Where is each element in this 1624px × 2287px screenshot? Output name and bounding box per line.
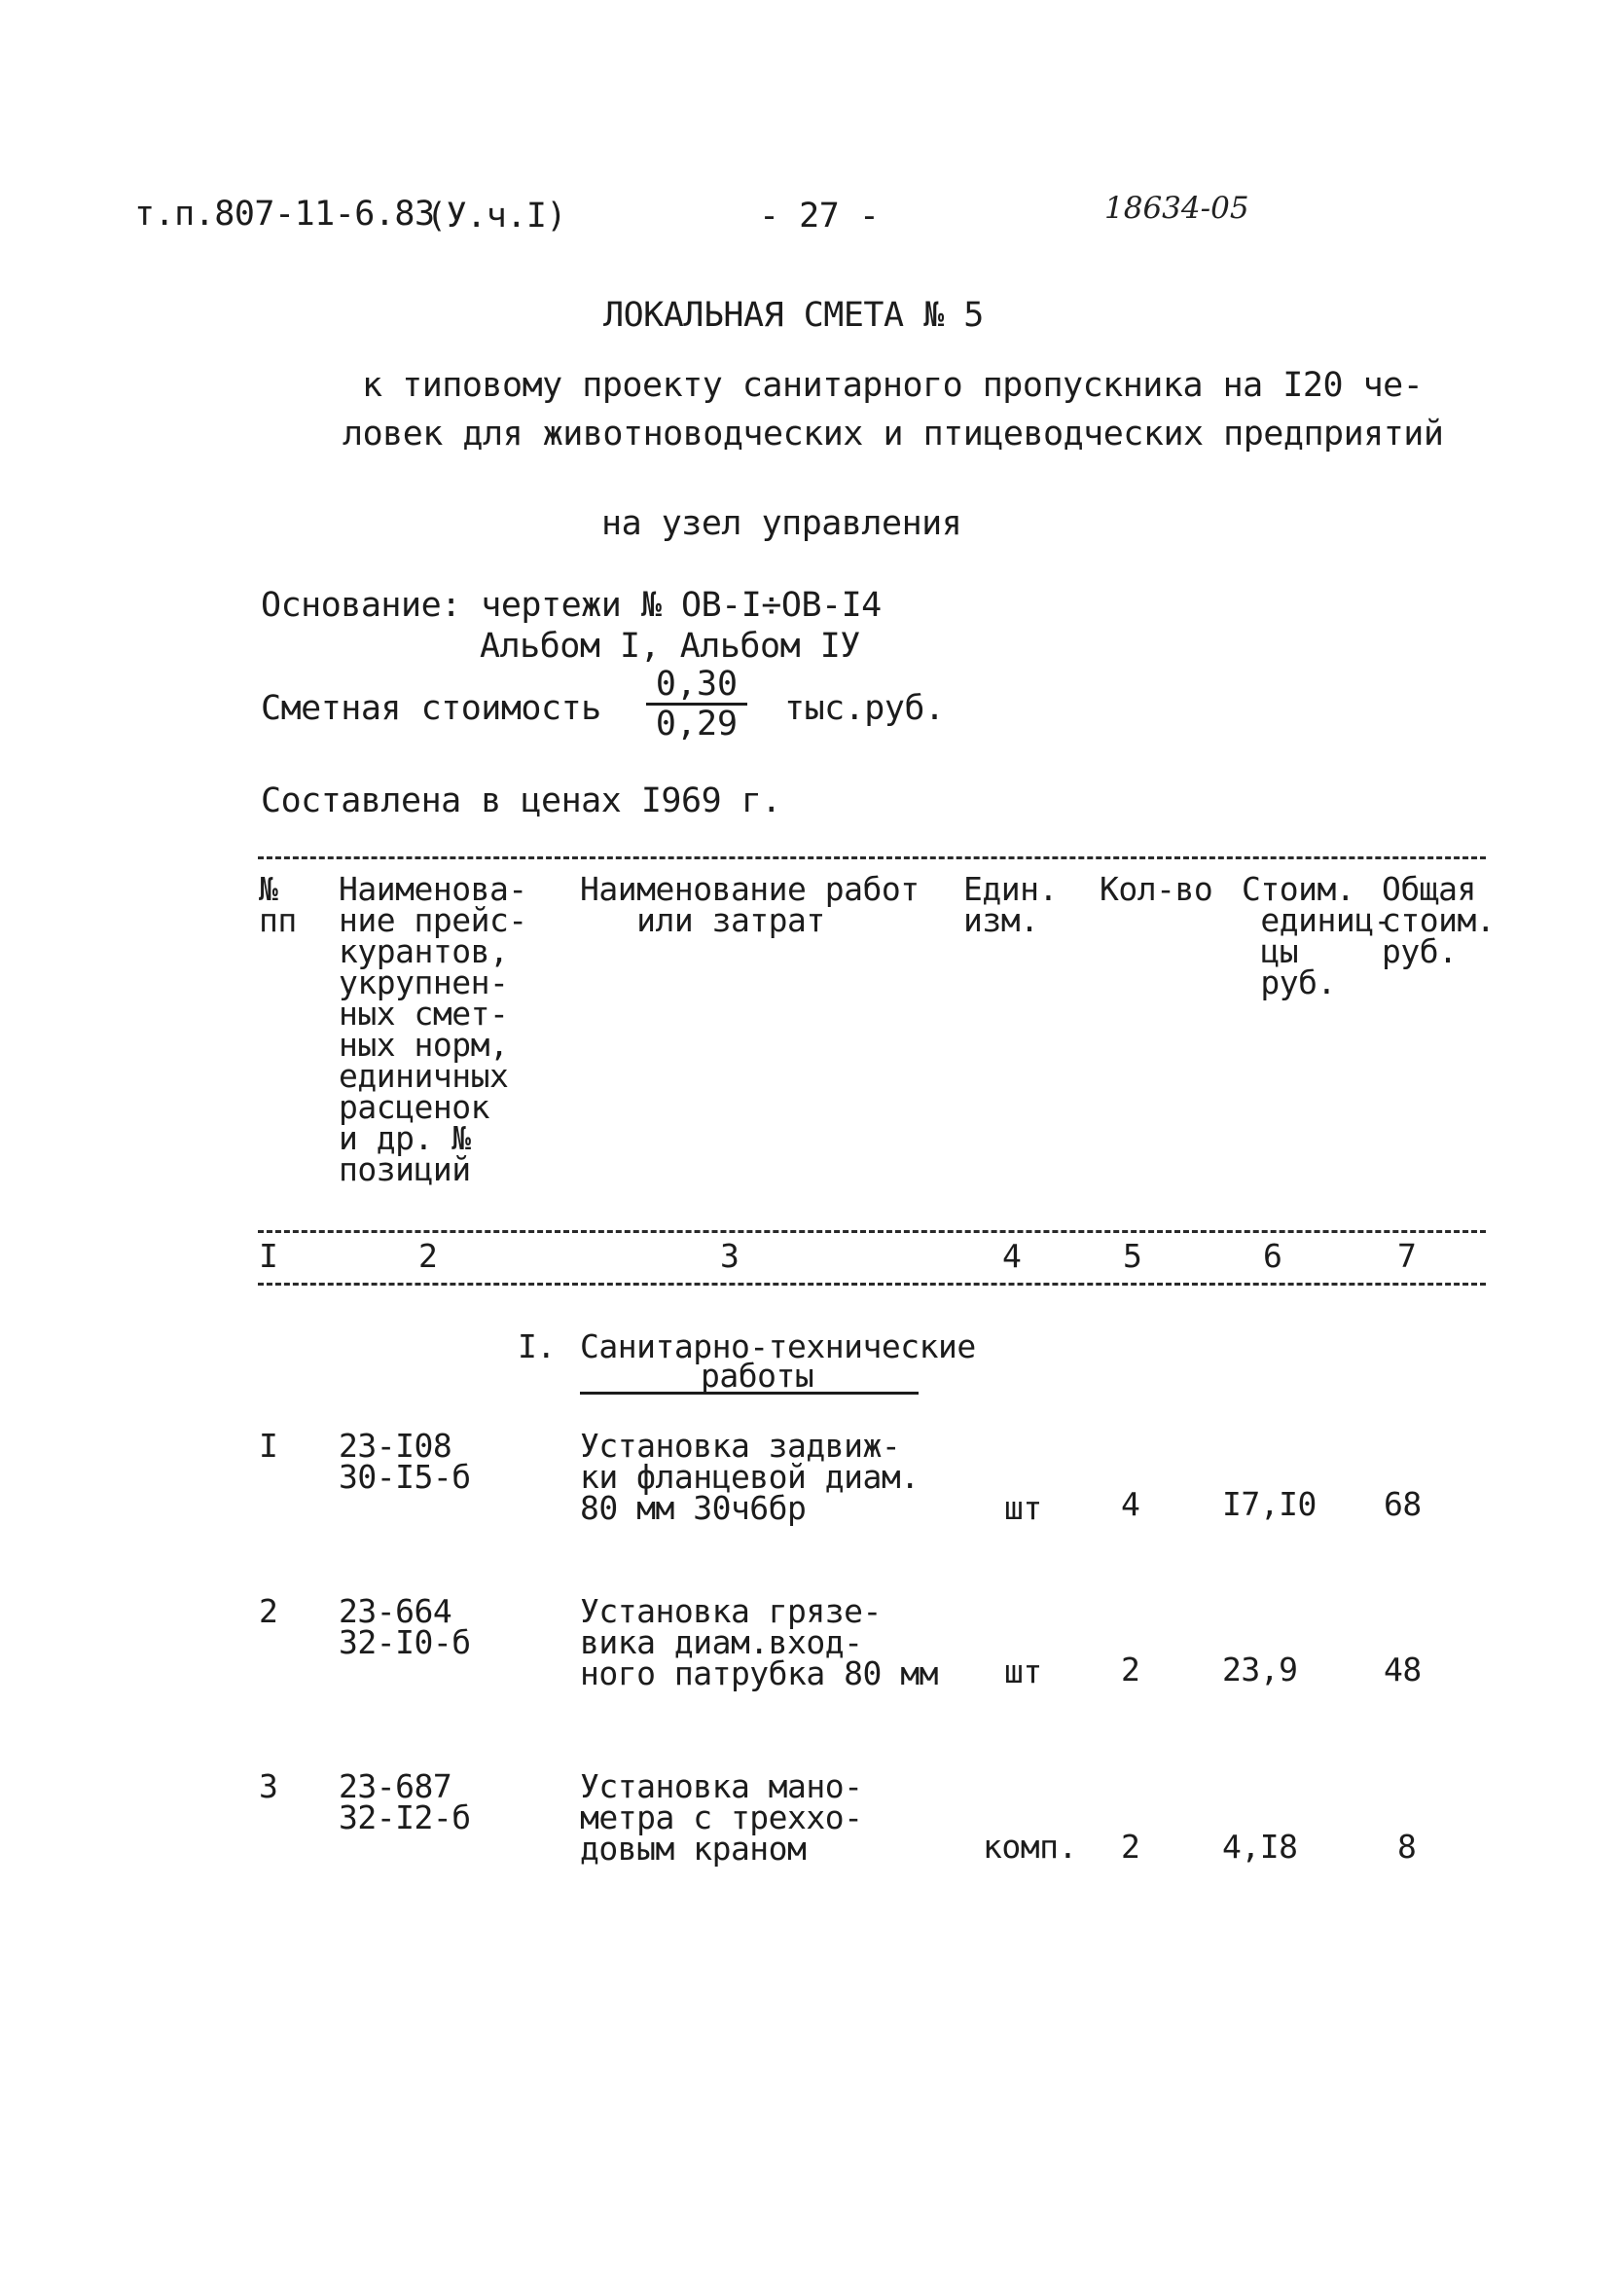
col-number-5: 5 [1123,1237,1142,1275]
col-number-6: 6 [1263,1237,1282,1275]
subtitle-line-2: ловек для животноводческих и птицеводческих предприятий [343,415,1444,454]
subtitle-line-3: на узел управления [601,504,962,543]
subtitle-line-1: к типовому проекту санитарного пропускника на I20 че- [362,366,1424,405]
row-1-code: 23-I08 30-I5-б [339,1427,471,1496]
row-3-unit: комп. [983,1828,1077,1866]
row-2-name: Установка грязе- вика диам.вход- ного патрубка 80 мм [580,1592,938,1692]
page-number: - 27 - [759,197,880,236]
col-header-unit: Един. изм. [963,870,1058,939]
row-2-number: 2 [259,1592,278,1630]
row-2-unit-price: 23,9 [1222,1651,1298,1688]
cost-numerator: 0,30 [646,666,747,706]
row-3-total: 8 [1397,1828,1417,1866]
col-number-1: I [259,1237,278,1275]
col-number-4: 4 [1002,1237,1022,1275]
col-header-total: Общая стоим. руб. [1382,870,1496,970]
doc-part: (У.ч.I) [426,197,567,236]
row-3-code: 23-687 32-I2-б [339,1767,471,1836]
row-3-quantity: 2 [1121,1828,1140,1866]
col-header-pricelist: Наименова- ние прейс- курантов, укрупнен- ных смет- ных норм, единичных расценок и др. № позиций [339,870,527,1188]
col-numbers-rule [258,1283,1486,1286]
doc-code: т.п.807-11-6.83 [134,195,435,234]
row-2-total: 48 [1384,1651,1422,1688]
basis-label: Основание: чертежи № ОВ-I÷ОВ-I4 [261,586,882,625]
section-number: I. [518,1327,556,1365]
col-header-number: № пп [259,870,297,939]
col-number-7: 7 [1397,1237,1417,1275]
row-2-unit: шт [1004,1652,1042,1690]
row-1-unit-price: I7,I0 [1222,1485,1317,1523]
row-1-unit: шт [1004,1489,1042,1527]
row-2-quantity: 2 [1121,1651,1140,1688]
cost-fraction [646,666,747,743]
col-header-work-name: Наименование работ или затрат [580,870,920,939]
row-3-unit-price: 4,I8 [1222,1828,1298,1866]
row-3-name: Установка мано- метра с треххо- довым краном [580,1767,863,1868]
col-header-quantity: Кол-во [1100,870,1213,908]
row-1-total: 68 [1384,1485,1422,1523]
col-number-3: 3 [720,1237,740,1275]
cost-label: Сметная стоимость [261,689,601,728]
section-title-line-2: работы [580,1361,919,1395]
basis-albums: Альбом I, Альбом IУ [480,627,860,666]
document-title: ЛОКАЛЬНАЯ СМЕТА № 5 [603,296,984,335]
col-header-unit-price: Стоим. единиц- цы руб. [1242,870,1392,1001]
prices-year: Составлена в ценах I969 г. [261,781,781,820]
cost-unit: тыс.руб. [784,689,945,728]
row-3-number: 3 [259,1767,278,1805]
row-1-quantity: 4 [1121,1485,1140,1523]
header-bottom-rule [258,1230,1486,1233]
cost-denominator: 0,29 [655,705,739,744]
handwritten-stamp: 18634-05 [1104,191,1249,226]
col-number-2: 2 [418,1237,438,1275]
row-1-name: Установка задвиж- ки фланцевой диам. 80 мм 30ч6бр [580,1427,920,1527]
section-title-line-1: Санитарно-технические [580,1327,976,1365]
row-1-number: I [259,1427,278,1465]
table-top-rule [258,856,1486,859]
row-2-code: 23-664 32-I0-б [339,1592,471,1661]
